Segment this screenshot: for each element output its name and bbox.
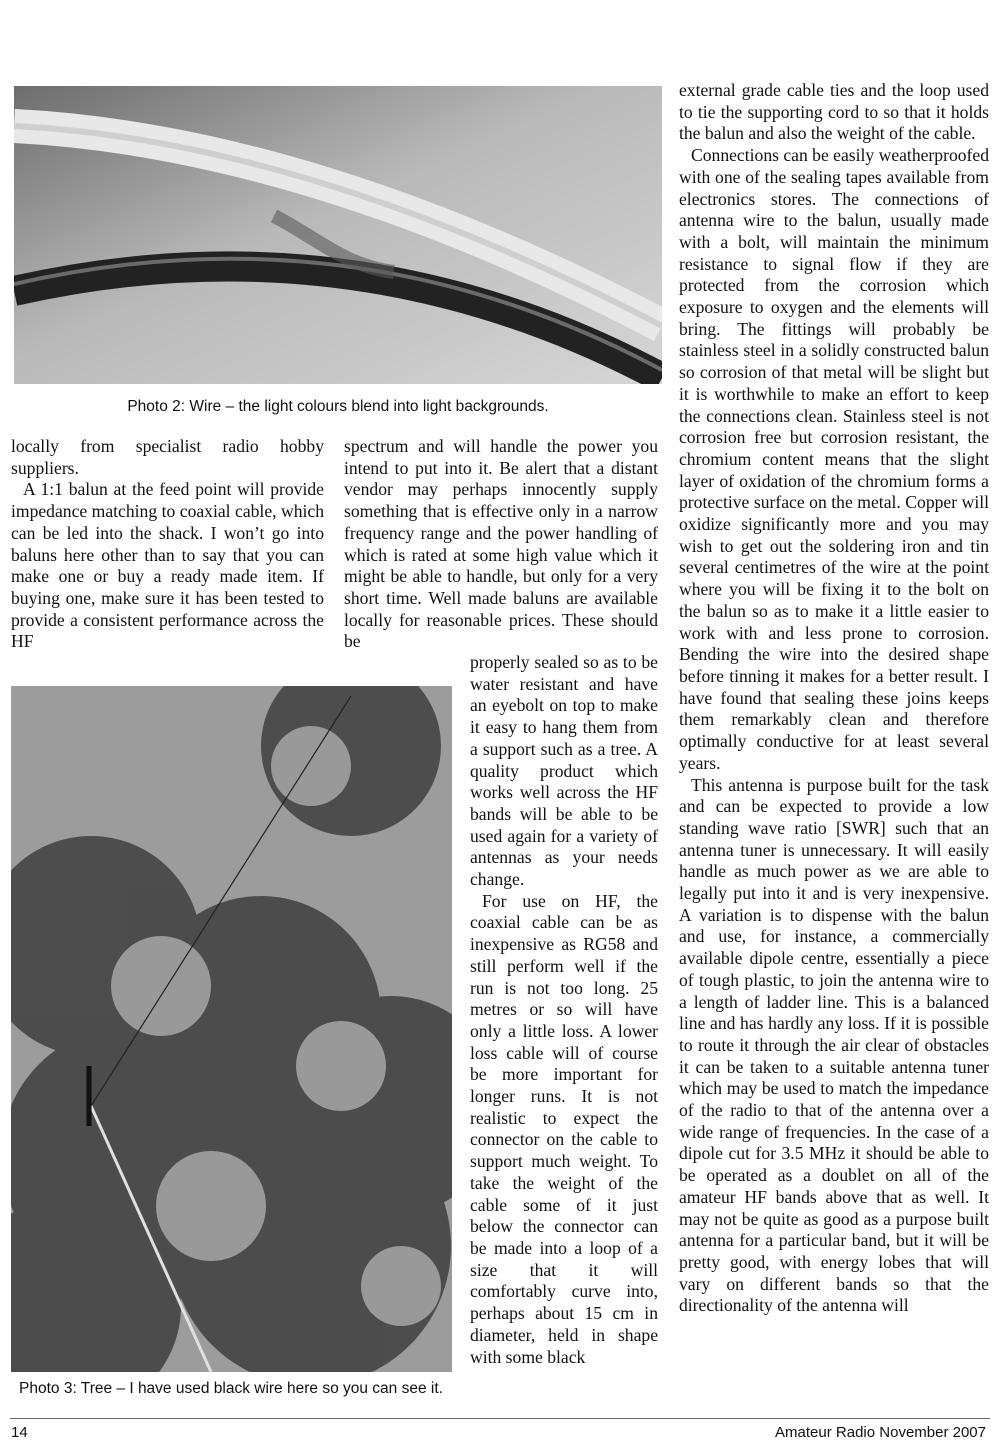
paragraph: For use on HF, the coaxial cable can be as inexpensive as RG58 and still perform well if the run is not too long. 25 metres or so will have only a little loss. A lower loss cable will of course be more important for longer runs. It is not realistic to expect the connector on the cable to support much weight. To take the weight of the cable some of it just below the connector can be made into a loop of a size that it will comfortably curve into, perhaps about 15 cm in diameter, held in shape with some black (470, 890, 658, 1367)
column-2-upper (344, 436, 658, 653)
paragraph: This antenna is purpose built for the task and can be expected to provide a low standing wave ratio [SWR] such that an antenna tuner is unnecessary. It will easily handle as much power as we are able to legally put into it and is very inexpensive. A variation is to dispense with the balun and use, for instance, a commercially available dipole centre, essentially a piece of tough plastic, to join the antenna wire to a length of ladder line. This is a balanced line and has hardly any loss. If it is possible to route it through the air clear of obstacles it can be taken to a suitable antenna tuner which may be used to match the impedance of the radio to that of the antenna over a wide range of frequencies. In the case of a dipole cut for 3.5 MHz it should be able to be operated as a doublet on all of the amateur HF bands above that as well. It may not be quite as good as a purpose built antenna for a particular band, but it will be pretty good, with energy lobes that will vary on different bands so that the directionality of the antenna will (679, 774, 989, 1316)
photo-tree (11, 686, 452, 1372)
photo-wire-image (14, 86, 662, 384)
photo-tree-caption: Photo 3: Tree – I have used black wire here so you can see it. (19, 1380, 443, 1397)
photo-tree-image (11, 686, 452, 1372)
column-1 (11, 436, 324, 653)
paragraph: external grade cable ties and the loop used to tie the supporting cord to so that it holds the balun and also the weight of the cable. (679, 80, 989, 144)
footer-rule (10, 1418, 990, 1419)
publication-name: Amateur Radio November 2007 (775, 1424, 986, 1441)
paragraph: A 1:1 balun at the feed point will provide impedance matching to coaxial cable, which can be led into the shack. I won’t go into baluns here other than to say that you can make one or buy a ready made item. If buying one, make sure it has been tested to provide a consistent performance across the HF (11, 479, 324, 652)
paragraph: locally from specialist radio hobby suppliers. (11, 436, 324, 478)
paragraph: Connections can be easily weatherproofed with one of the sealing tapes available from electronics stores. The connections of antenna wire to the balun, usually made with a bolt, will maintain the minimum resistance to signal flow if they are protected from the corrosion which exposure to oxygen and the elements will bring. The fittings will probably be stainless steel in a solidly constructed balun so corrosion of that metal will be slight but it is worthwhile to make an effort to keep the connections clean. Stainless steel is not corrosion free but corrosion resistant, the chromium content means that the slight layer of oxidation of the chromium forms a protective surface on the metal. Copper will oxidize significantly more and you may wish to get out the soldering iron and tin several centimetres of the wire at the point where you will be fixing it to the bolt on the balun so as to make it a little easier to work with and less prone to corrosion. Bending the wire into the desired shape before tinning it makes for a better result. I have found that sealing these joins keeps them remarkably clean and therefore optimally conductive for at least several years. (679, 145, 990, 773)
column-3 (679, 80, 989, 1317)
paragraph: properly sealed so as to be water resistant and have an eyebolt on top to make it easy to hang them from a support such as a tree. A quality product which works well across the HF bands will be able to be used again for a variety of antennas as your needs change. (470, 652, 658, 890)
column-2-lower (470, 652, 658, 1368)
paragraph: spectrum and will handle the power you intend to put into it. Be alert that a distant vendor may perhaps innocently supply something that is effective only in a narrow frequency range and the power handling of which is rated at some high value which it might be able to handle, but only for a very short time. Well made baluns are available locally for reasonable prices. These should be (344, 436, 658, 652)
photo-wire-caption: Photo 2: Wire – the light colours blend into light backgrounds. (127, 398, 549, 415)
photo-wire (14, 86, 662, 384)
page-number: 14 (11, 1424, 28, 1441)
